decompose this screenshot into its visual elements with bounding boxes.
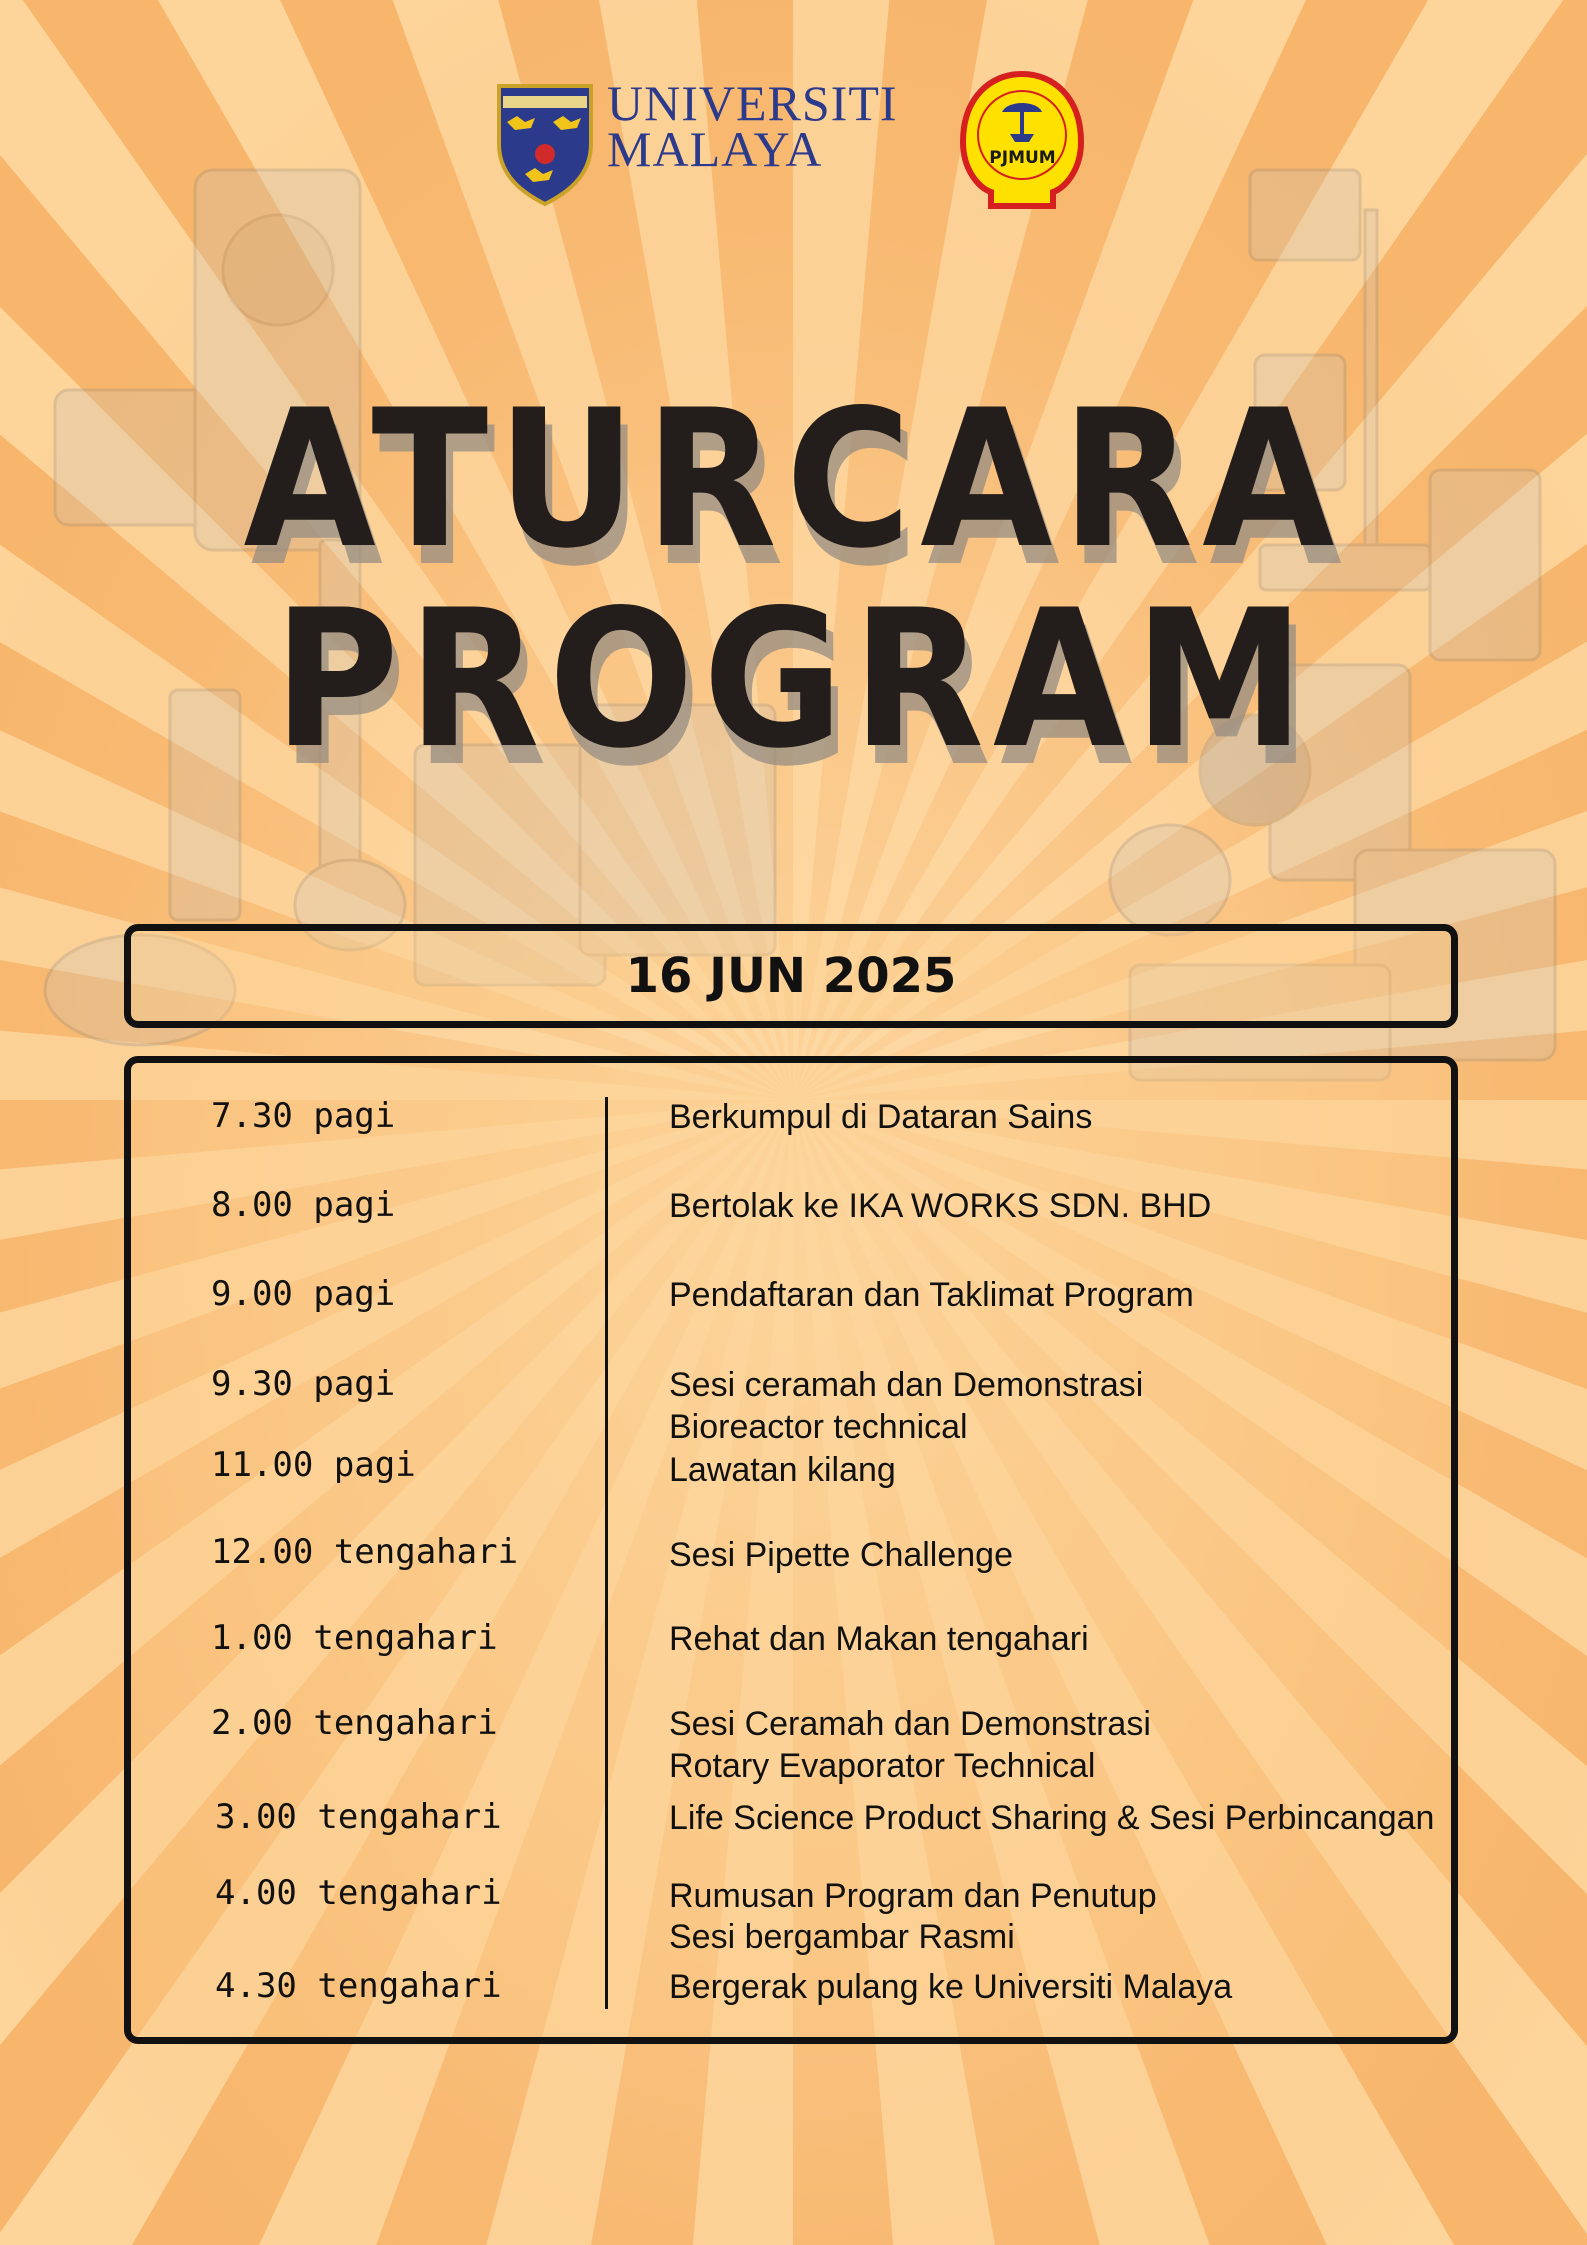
schedule-activity: Sesi ceramah dan Demonstrasi	[669, 1366, 1144, 1404]
schedule-divider	[605, 1097, 608, 2009]
university-name-line1: UNIVERSITI	[607, 75, 898, 131]
schedule-activity-line2: Bioreactor technical	[669, 1408, 968, 1446]
schedule-time: 1.00 tengahari	[211, 1618, 498, 1658]
um-crest-icon	[495, 82, 595, 207]
schedule-time: 11.00 pagi	[211, 1445, 416, 1485]
schedule-time: 3.00 tengahari	[215, 1797, 502, 1837]
schedule-activity: Lawatan kilang	[669, 1451, 896, 1489]
date-banner	[124, 924, 1458, 1028]
schedule-time: 8.00 pagi	[211, 1185, 396, 1225]
schedule-time: 7.30 pagi	[211, 1096, 396, 1136]
schedule-activity: Sesi Pipette Challenge	[669, 1536, 1014, 1574]
schedule-activity: Life Science Product Sharing & Sesi Perbincangan	[669, 1799, 1435, 1837]
page-title-line2: PROGRAM	[273, 569, 1314, 790]
schedule-time: 2.00 tengahari	[211, 1703, 498, 1743]
pjmum-emblem-icon	[955, 70, 1090, 210]
schedule-time: 9.00 pagi	[211, 1274, 396, 1314]
schedule-time: 12.00 tengahari	[211, 1532, 519, 1572]
schedule-activity-line2: Sesi bergambar Rasmi	[669, 1918, 1015, 1956]
schedule-activity: Pendaftaran dan Taklimat Program	[669, 1276, 1194, 1314]
page-title-line1: ATURCARA	[243, 369, 1344, 590]
schedule-time: 9.30 pagi	[211, 1364, 396, 1404]
pjmum-abbreviation: PJMUM	[989, 148, 1056, 168]
pjmum-logo	[955, 70, 1090, 210]
schedule-time: 4.00 tengahari	[215, 1873, 502, 1913]
schedule-activity: Berkumpul di Dataran Sains	[669, 1098, 1093, 1136]
schedule-table	[124, 1056, 1458, 2044]
university-name	[607, 75, 898, 177]
schedule-activity: Sesi Ceramah dan Demonstrasi	[669, 1705, 1151, 1743]
event-date: 16 JUN 2025	[625, 948, 957, 1004]
schedule-activity: Rehat dan Makan tengahari	[669, 1620, 1089, 1658]
university-name-line2: MALAYA	[607, 121, 823, 177]
schedule-time: 4.30 tengahari	[215, 1966, 502, 2006]
schedule-activity: Bergerak pulang ke Universiti Malaya	[669, 1968, 1233, 2006]
schedule-activity-line2: Rotary Evaporator Technical	[669, 1747, 1096, 1785]
universiti-malaya-logo	[495, 75, 905, 210]
schedule-activity: Bertolak ke IKA WORKS SDN. BHD	[669, 1187, 1212, 1225]
schedule-activity: Rumusan Program dan Penutup	[669, 1877, 1157, 1915]
